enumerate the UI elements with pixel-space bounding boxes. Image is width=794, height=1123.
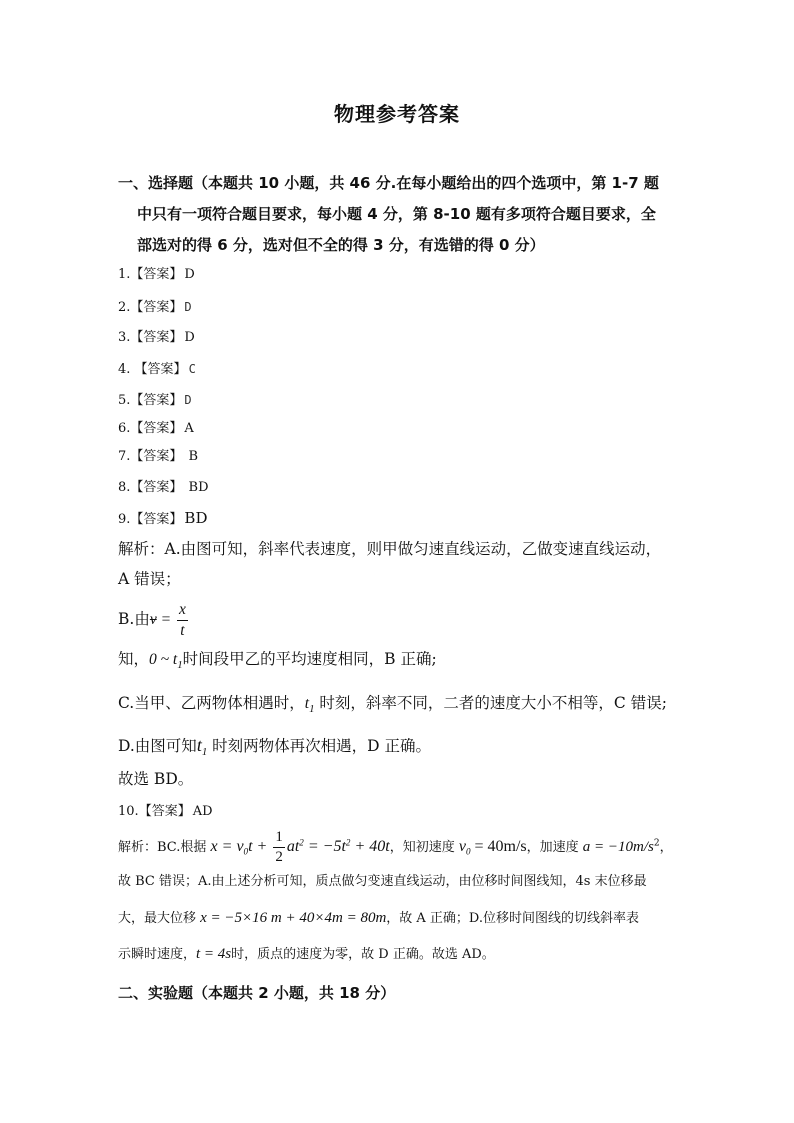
q10-l1-sup2: 2 bbox=[345, 837, 351, 848]
q10-l1-mid: ，知初速度 bbox=[389, 840, 459, 855]
q10-l1-eq1: x = v bbox=[210, 838, 244, 855]
q9-explanation-c bbox=[118, 688, 688, 724]
q10-l3-prefix: 大，最大位移 bbox=[118, 911, 201, 926]
answer-8 bbox=[118, 479, 209, 497]
answer-5 bbox=[118, 391, 192, 410]
q10-l1-v0sub: 0 bbox=[465, 846, 471, 857]
q9-c-suffix: 时刻，斜率不同，二者的速度大小不相等，C 错误; bbox=[314, 694, 667, 712]
answer-number: 7. bbox=[118, 449, 131, 464]
q9-b-prefix: B.由 bbox=[118, 610, 150, 628]
answer-number: 3. bbox=[118, 330, 131, 345]
answer-number: 4. bbox=[118, 362, 135, 377]
answer-number: 6. bbox=[118, 421, 131, 436]
q9-d-sub: 1 bbox=[201, 746, 208, 759]
q10-l1-mid2: ，加速度 bbox=[526, 840, 583, 855]
q9-d-suffix: 时刻两物体再次相遇，D 正确。 bbox=[207, 737, 432, 755]
q9-b-eq: = bbox=[156, 611, 175, 628]
answer-number: 10. bbox=[118, 804, 139, 819]
answer-value: B bbox=[184, 449, 199, 464]
answer-1 bbox=[118, 266, 195, 284]
answer-9 bbox=[118, 509, 207, 529]
q10-explanation-line-4 bbox=[118, 945, 688, 964]
answer-label: 【答案】 bbox=[130, 480, 183, 495]
q9-b-cont-prefix: 知， bbox=[118, 650, 150, 668]
answer-value: BD bbox=[184, 480, 209, 495]
q9-b-cont-suffix: 时间段甲乙的平均速度相同，B 正确; bbox=[182, 650, 437, 668]
fraction-denominator: 2 bbox=[275, 849, 283, 865]
q10-l1-fraction bbox=[273, 830, 285, 865]
q10-l1-eq4: = −5t bbox=[303, 838, 346, 855]
q10-l1-sub0: 0 bbox=[243, 846, 249, 857]
q9-explanation-b bbox=[118, 602, 688, 638]
q9-c-t: t bbox=[304, 695, 310, 712]
q10-l1-eq3: at bbox=[286, 838, 300, 855]
answer-2 bbox=[118, 298, 192, 317]
answer-number: 9. bbox=[118, 512, 131, 527]
q9-c-prefix: C.当甲、乙两物体相遇时， bbox=[118, 694, 305, 712]
answer-label: 【答案】 bbox=[138, 804, 191, 819]
answer-value: D bbox=[184, 393, 192, 407]
q10-l1-v0: v bbox=[458, 838, 466, 855]
answer-value: A bbox=[184, 421, 194, 436]
answer-label: 【答案】 bbox=[130, 267, 183, 282]
section-1-line-2: 中只有一项符合题目要求，每小题 4 分，第 8-10 题有多项符合题目要求，全 bbox=[137, 205, 656, 223]
q9-b-cont-math: 0 ~ t bbox=[149, 651, 178, 668]
answer-value: D bbox=[184, 300, 192, 314]
answer-label: 【答案】 bbox=[134, 362, 187, 377]
answer-6 bbox=[118, 420, 194, 438]
q10-explanation-line-1 bbox=[118, 830, 688, 865]
answer-3 bbox=[118, 329, 195, 347]
answer-7 bbox=[118, 448, 198, 466]
fraction-numerator: 1 bbox=[273, 830, 285, 848]
answer-label: 【答案】 bbox=[130, 330, 183, 345]
q10-l1-v0val: = 40m/s bbox=[470, 838, 527, 855]
page-title: 物理参考答案 bbox=[334, 102, 460, 126]
fraction-denominator: t bbox=[180, 621, 185, 639]
q10-explanation-line-2: 故 BC 错误；A.由上述分析可知，质点做匀变速直线运动，由位移时间图线知，4s 末位移最 bbox=[118, 874, 647, 889]
answer-number: 2. bbox=[118, 300, 131, 315]
q10-l4-suffix: 时，质点的速度为零，故 D 正确。故选 AD。 bbox=[231, 947, 495, 962]
q9-d-prefix: D.由图可知 bbox=[118, 737, 197, 755]
q9-explanation-b-cont bbox=[118, 644, 688, 680]
answer-label: 【答案】 bbox=[130, 421, 183, 436]
q10-l1-prefix: 解析：BC.根据 bbox=[118, 840, 211, 855]
q9-explanation-d bbox=[118, 730, 688, 767]
q9-c-sub: 1 bbox=[309, 703, 315, 716]
answer-label: 【答案】 bbox=[130, 393, 183, 408]
answer-value: BD bbox=[184, 509, 208, 527]
q9-line-1: 解析：A.由图可知，斜率代表速度，则甲做匀速直线运动，乙做变速直线运动， bbox=[118, 540, 662, 558]
fraction-numerator: x bbox=[177, 602, 188, 621]
q10-l3-math: x = −5×16 m + 40×4m = 80m bbox=[200, 910, 387, 926]
answer-value: C bbox=[188, 362, 196, 376]
q10-l1-sup: 2 bbox=[299, 837, 304, 848]
answer-label: 【答案】 bbox=[130, 449, 183, 464]
answer-4 bbox=[118, 360, 196, 379]
q10-l4-math: t = 4s bbox=[196, 946, 232, 962]
q9-explanation-a bbox=[118, 534, 688, 594]
q10-l1-asup: 2 bbox=[653, 838, 660, 849]
answer-number: 1. bbox=[118, 267, 131, 282]
answer-value: D bbox=[184, 267, 195, 282]
section-2-heading: 二、实验题（本题共 2 小题，共 18 分） bbox=[118, 984, 396, 1002]
q10-explanation-line-3 bbox=[118, 909, 688, 928]
q9-conclusion: 故选 BD。 bbox=[118, 770, 194, 788]
answer-label: 【答案】 bbox=[130, 512, 183, 527]
q9-b-cont-sub: 1 bbox=[177, 659, 183, 672]
q9-line-2: A 错误； bbox=[118, 570, 181, 588]
q10-l4-prefix: 示瞬时速度， bbox=[118, 947, 197, 962]
section-1-heading bbox=[118, 168, 678, 261]
answer-number: 5. bbox=[118, 393, 131, 408]
answer-number: 8. bbox=[118, 480, 131, 495]
q10-l1-a: a = −10m/s bbox=[582, 839, 654, 855]
q10-l3-suffix: ，故 A 正确；D.位移时间图线的切线斜率表 bbox=[386, 911, 640, 926]
section-1-line-3: 部选对的得 6 分，选对但不全的得 3 分，有选错的得 0 分） bbox=[137, 236, 545, 254]
answer-value: AD bbox=[192, 804, 213, 819]
answer-value: D bbox=[184, 330, 195, 345]
q10-l1-end: ， bbox=[659, 840, 673, 855]
q9-b-fraction bbox=[177, 602, 188, 638]
section-1-line-1: 一、选择题（本题共 10 小题，共 46 分.在每小题给出的四个选项中，第 1-7 题 bbox=[118, 174, 659, 192]
q10-l1-eq2: t + bbox=[248, 838, 272, 855]
answer-10 bbox=[118, 803, 213, 821]
q9-b-v: v bbox=[149, 611, 157, 628]
q9-d-t: t bbox=[196, 735, 202, 755]
answer-label: 【答案】 bbox=[130, 300, 183, 315]
q10-l1-eq5: + 40t bbox=[350, 838, 390, 855]
